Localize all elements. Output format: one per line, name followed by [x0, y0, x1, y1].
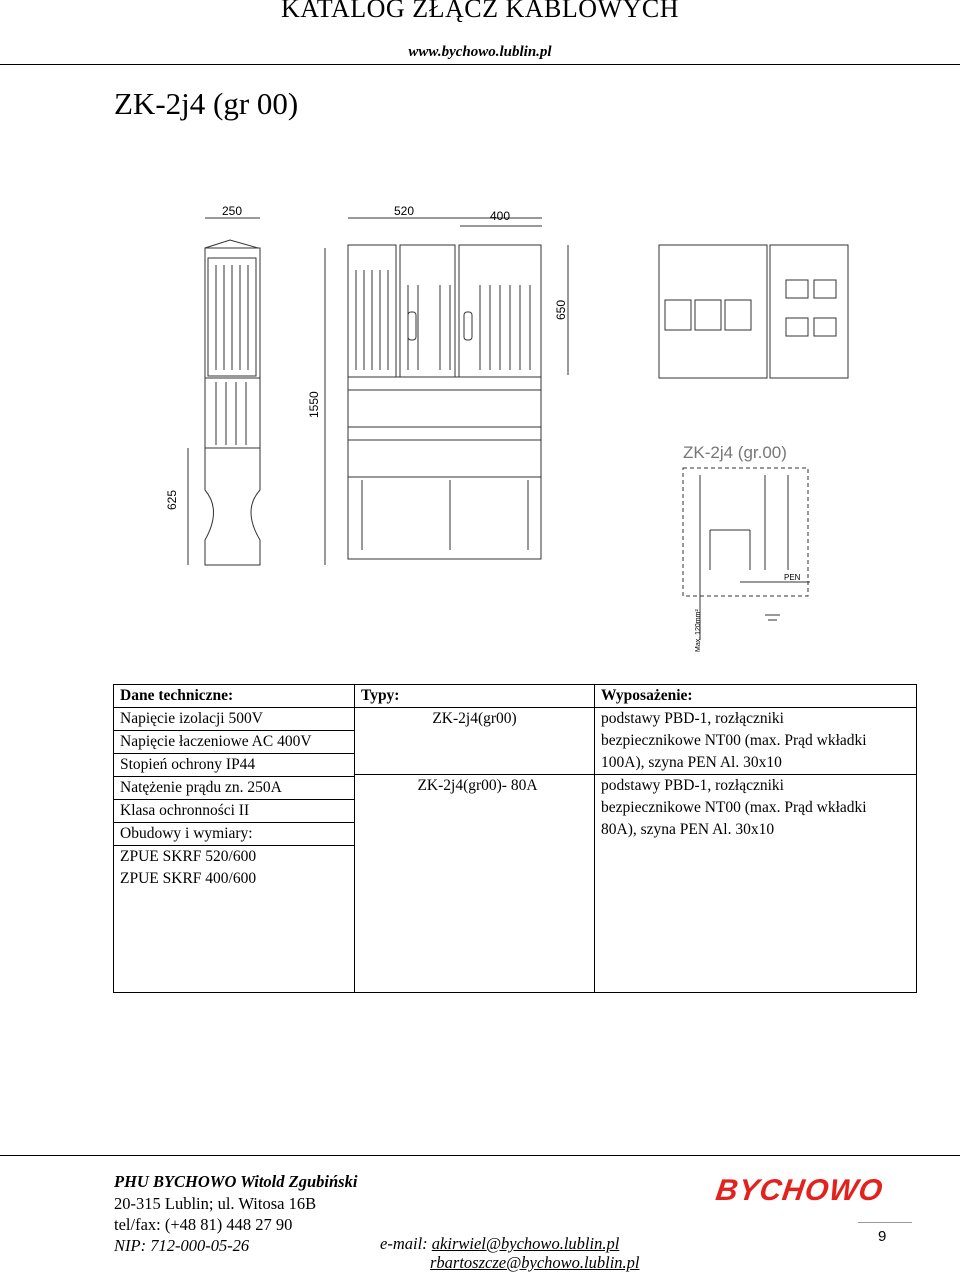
- tech-row: ZPUE SKRF 520/600: [120, 848, 257, 865]
- footer-email: [380, 1234, 619, 1254]
- email-link-2[interactable]: rbartoszcze@bychowo.lublin.pl: [430, 1253, 640, 1272]
- equipment-line: podstawy PBD-1, rozłączniki: [601, 777, 784, 794]
- header-url[interactable]: www.bychowo.lublin.pl: [408, 44, 552, 60]
- footer-email-2: [430, 1253, 640, 1273]
- dim-625: 625: [165, 489, 179, 510]
- tech-column: [114, 685, 355, 993]
- page-title: ZK-2j4 (gr 00): [114, 86, 299, 121]
- equipment-1: [595, 708, 916, 775]
- bychowo-logo: BYCHOWO: [713, 1174, 886, 1207]
- equipment-line: bezpiecznikowe NT00 (max. Prąd wkładki: [601, 732, 867, 749]
- tech-row: Stopień ochrony IP44: [114, 754, 354, 777]
- type-2: ZK-2j4(gr00)- 80A: [417, 777, 538, 794]
- header-divider: [0, 64, 960, 65]
- equipment-header: Wyposażenie:: [595, 685, 916, 708]
- tech-row: Napięcie izolacji 500V: [114, 708, 354, 731]
- page-number-divider: [858, 1222, 912, 1223]
- equipment-column: [595, 685, 917, 993]
- type-1: ZK-2j4(gr00): [355, 708, 594, 775]
- equipment-line: bezpiecznikowe NT00 (max. Prąd wkładki: [601, 799, 867, 816]
- pen-label: PEN: [784, 573, 801, 582]
- equipment-line: 80A), szyna PEN Al. 30x10: [601, 821, 775, 838]
- email-link-1[interactable]: akirwiel@bychowo.lublin.pl: [431, 1234, 620, 1253]
- dim-250: 250: [222, 204, 243, 218]
- tech-header: Dane techniczne:: [114, 685, 354, 708]
- equipment-2: [601, 775, 916, 841]
- tech-row: Obudowy i wymiary:: [114, 823, 354, 846]
- footer-phone: tel/fax: (+48 81) 448 27 90: [114, 1215, 293, 1234]
- footer-company: PHU BYCHOWO Witold Zgubiński: [114, 1172, 358, 1191]
- dim-650: 650: [554, 299, 568, 320]
- cable-label: Max. 120mm²: [695, 609, 702, 652]
- footer-address: 20-315 Lublin; ul. Witosa 16B: [114, 1194, 317, 1213]
- tech-row: Natężenie prądu zn. 250A: [114, 777, 354, 800]
- email-label: e-mail:: [380, 1234, 428, 1253]
- tech-row: Napięcie łaczeniowe AC 400V: [114, 731, 354, 754]
- types-header: Typy:: [355, 685, 594, 708]
- dim-1550: 1550: [307, 391, 321, 418]
- footer-divider: [0, 1155, 960, 1156]
- page-number: 9: [878, 1228, 887, 1245]
- spec-table: [113, 684, 917, 993]
- catalog-title: KATALOG ZŁĄCZ KABLOWYCH: [281, 0, 679, 23]
- dim-400: 400: [490, 209, 511, 223]
- tech-row: ZPUE SKRF 400/600: [120, 870, 257, 887]
- equipment-line: 100A), szyna PEN Al. 30x10: [601, 754, 782, 771]
- dim-520: 520: [394, 204, 415, 218]
- equipment-line: podstawy PBD-1, rozłączniki: [601, 710, 784, 727]
- technical-drawing: [150, 190, 850, 670]
- tech-row: Klasa ochronności II: [114, 800, 354, 823]
- footer-nip: NIP: 712-000-05-26: [114, 1236, 250, 1255]
- schematic-title: ZK-2j4 (gr.00): [683, 443, 787, 462]
- types-column: [355, 685, 595, 993]
